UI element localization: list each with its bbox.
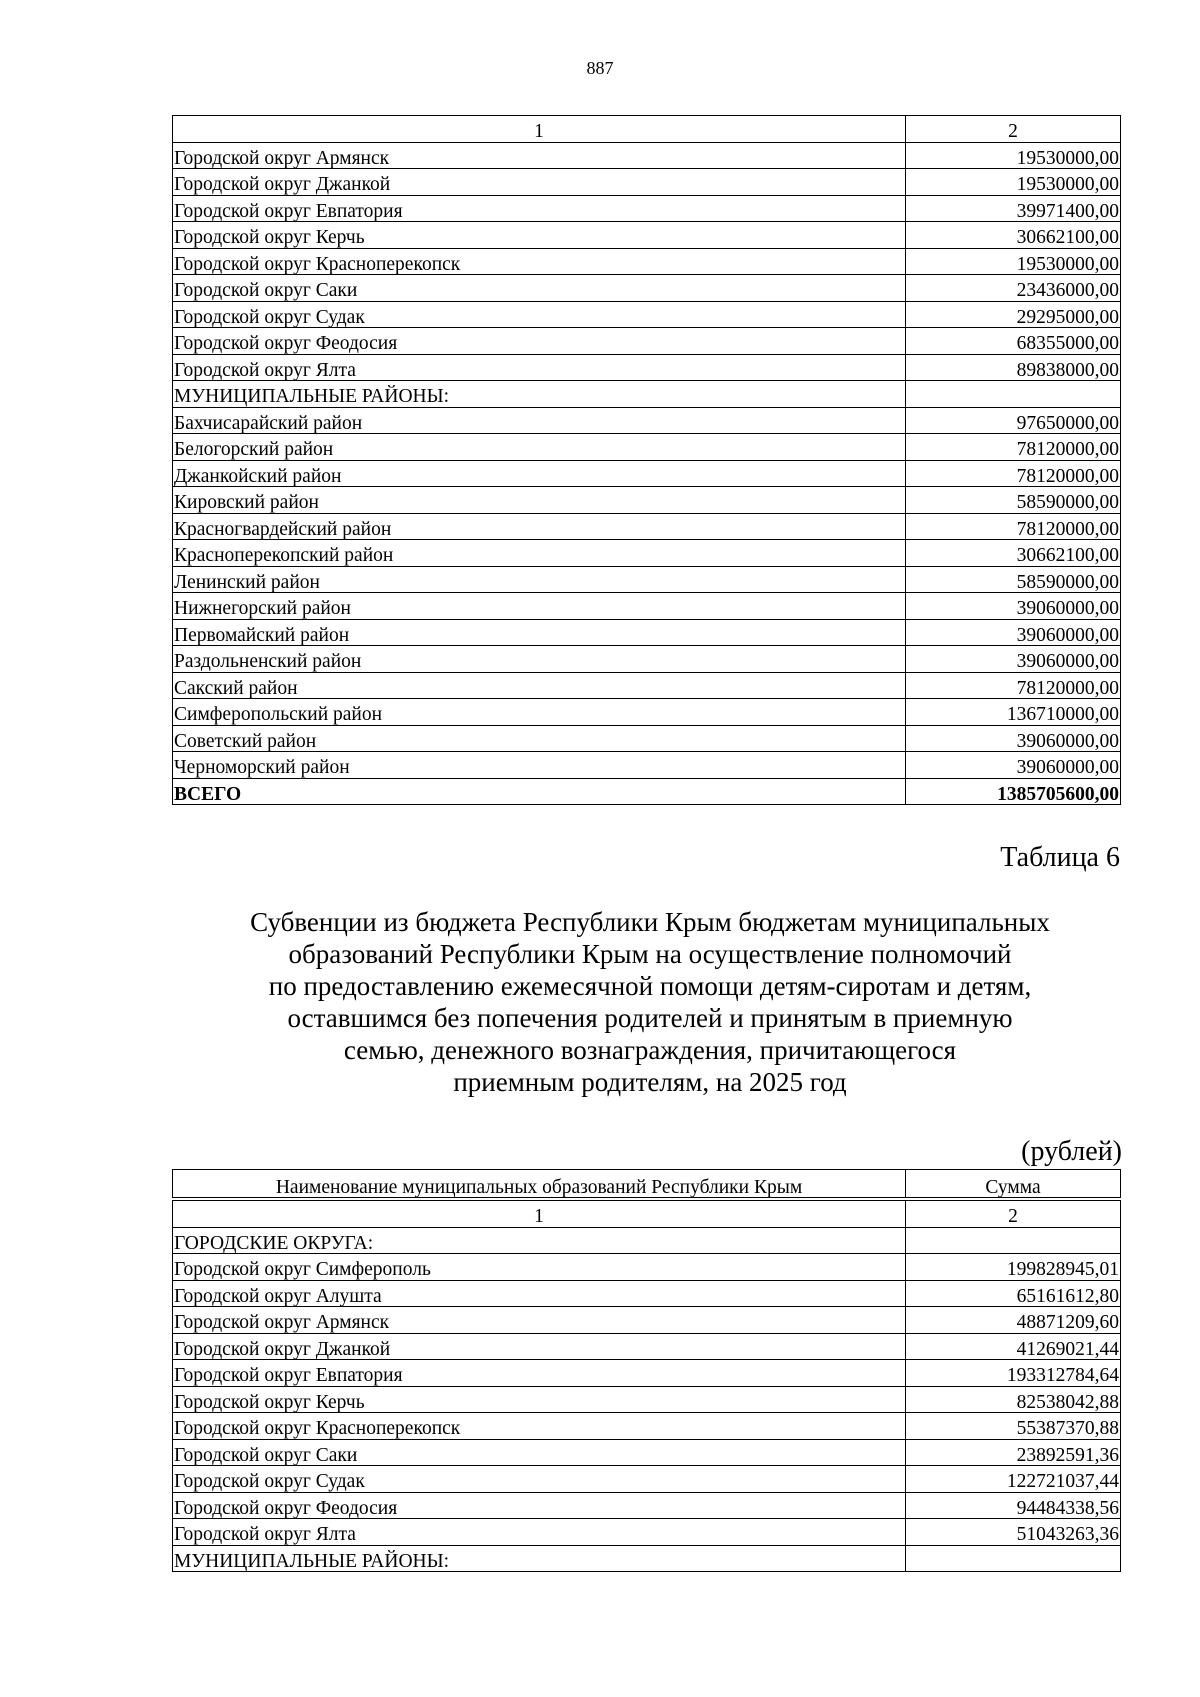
table-row	[173, 487, 1121, 514]
row-amount: 199828945,01	[906, 1254, 1121, 1281]
row-name: Городской округ Ялта	[173, 1519, 906, 1546]
row-name: Городской округ Евпатория	[173, 195, 906, 222]
row-name: Городской округ Феодосия	[173, 1492, 906, 1519]
table-row	[173, 460, 1121, 487]
row-name: Городской округ Армянск	[173, 142, 906, 169]
caption-line: семью, денежного вознаграждения, причитающегося	[343, 1035, 957, 1065]
table-row	[173, 1254, 1121, 1281]
row-amount: 78120000,00	[906, 460, 1121, 487]
row-name: Черноморский район	[173, 752, 906, 779]
table-row	[173, 513, 1121, 540]
row-amount: 19530000,00	[906, 248, 1121, 275]
row-name: Городской округ Керчь	[173, 1386, 906, 1413]
row-amount: 39060000,00	[906, 725, 1121, 752]
total-label: ВСЕГО	[173, 778, 906, 805]
row-name: Городской округ Джанкой	[173, 1333, 906, 1360]
row-amount: 136710000,00	[906, 699, 1121, 726]
table-row	[173, 195, 1121, 222]
table-row	[173, 540, 1121, 567]
row-name: МУНИЦИПАЛЬНЫЕ РАЙОНЫ:	[173, 381, 906, 408]
row-amount: 193312784,64	[906, 1360, 1121, 1387]
row-amount: 78120000,00	[906, 434, 1121, 461]
table-row	[173, 381, 1121, 408]
row-name: Ленинский район	[173, 566, 906, 593]
page-number: 887	[586, 58, 614, 78]
row-name: Городской округ Алушта	[173, 1280, 906, 1307]
row-name: Городской округ Судак	[173, 301, 906, 328]
row-amount	[906, 381, 1121, 408]
table-row	[173, 566, 1121, 593]
table-row	[173, 1227, 1121, 1254]
row-name: Советский район	[173, 725, 906, 752]
table-row	[173, 354, 1121, 381]
row-amount: 23892591,36	[906, 1439, 1121, 1466]
row-amount: 48871209,60	[906, 1307, 1121, 1334]
table-caption	[120, 906, 1180, 1098]
row-amount: 55387370,88	[906, 1413, 1121, 1440]
caption-line: приемным родителям, на 2025 год	[453, 1067, 847, 1097]
row-name: Красноперекопский район	[173, 540, 906, 567]
row-amount	[906, 1545, 1121, 1572]
row-amount: 65161612,80	[906, 1280, 1121, 1307]
row-name: Городской округ Евпатория	[173, 1360, 906, 1387]
row-amount: 78120000,00	[906, 672, 1121, 699]
row-amount: 97650000,00	[906, 407, 1121, 434]
header-amount: Сумма	[906, 1170, 1121, 1198]
row-name: Бахчисарайский район	[173, 407, 906, 434]
row-amount: 39060000,00	[906, 646, 1121, 673]
row-name: Городской округ Феодосия	[173, 328, 906, 355]
table-row	[173, 619, 1121, 646]
table-6-header	[172, 1169, 1121, 1198]
table-continued-body	[173, 116, 1121, 805]
table-row	[173, 1519, 1121, 1546]
row-amount: 19530000,00	[906, 169, 1121, 196]
row-name: Белогорский район	[173, 434, 906, 461]
total-row	[173, 778, 1121, 805]
column-number-1: 1	[173, 1201, 906, 1228]
table-row	[173, 1413, 1121, 1440]
caption-line: по предоставлению ежемесячной помощи детям-сиротам и детям,	[268, 971, 1032, 1001]
row-amount: 39060000,00	[906, 752, 1121, 779]
row-amount: 51043263,36	[906, 1519, 1121, 1546]
row-name: Сакский район	[173, 672, 906, 699]
column-number-row	[173, 116, 1121, 143]
row-name: Городской округ Красноперекопск	[173, 1413, 906, 1440]
column-number-2: 2	[906, 116, 1121, 143]
table-6	[172, 1200, 1121, 1572]
row-amount: 39060000,00	[906, 619, 1121, 646]
row-amount: 39060000,00	[906, 593, 1121, 620]
table-6-body	[173, 1201, 1121, 1572]
row-amount: 82538042,88	[906, 1386, 1121, 1413]
row-amount: 68355000,00	[906, 328, 1121, 355]
row-amount: 30662100,00	[906, 540, 1121, 567]
column-number-row	[173, 1201, 1121, 1228]
table-row	[173, 1307, 1121, 1334]
row-amount: 122721037,44	[906, 1466, 1121, 1493]
row-name: Городской округ Армянск	[173, 1307, 906, 1334]
row-name: Джанкойский район	[173, 460, 906, 487]
table-row	[173, 646, 1121, 673]
row-amount: 29295000,00	[906, 301, 1121, 328]
row-amount: 94484338,56	[906, 1492, 1121, 1519]
table-row	[173, 1439, 1121, 1466]
row-amount: 41269021,44	[906, 1333, 1121, 1360]
table-row	[173, 1386, 1121, 1413]
units-label: (рублей)	[1021, 1136, 1122, 1167]
header-row	[173, 1170, 1121, 1198]
row-name: Городской округ Саки	[173, 275, 906, 302]
table-continued	[172, 115, 1121, 805]
row-name: Первомайский район	[173, 619, 906, 646]
row-name: Городской округ Керчь	[173, 222, 906, 249]
caption-line: образований Республики Крым на осуществление полномочий	[288, 939, 1012, 969]
row-name: Красногвардейский район	[173, 513, 906, 540]
table-row	[173, 1360, 1121, 1387]
table-row	[173, 1333, 1121, 1360]
table-row	[173, 1280, 1121, 1307]
table-row	[173, 434, 1121, 461]
caption-line: оставшимся без попечения родителей и принятым в приемную	[287, 1003, 1013, 1033]
row-name: Кировский район	[173, 487, 906, 514]
table-row	[173, 593, 1121, 620]
table-row	[173, 699, 1121, 726]
row-name: ГОРОДСКИЕ ОКРУГА:	[173, 1227, 906, 1254]
table-row	[173, 1466, 1121, 1493]
table-row	[173, 1492, 1121, 1519]
row-amount: 78120000,00	[906, 513, 1121, 540]
column-number-2: 2	[906, 1201, 1121, 1228]
table-row	[173, 672, 1121, 699]
table-label: Таблица 6	[1000, 842, 1120, 873]
row-name: Городской округ Джанкой	[173, 169, 906, 196]
row-name: Нижнегорский район	[173, 593, 906, 620]
table-row	[173, 275, 1121, 302]
table-row	[173, 222, 1121, 249]
row-amount: 39971400,00	[906, 195, 1121, 222]
row-amount: 30662100,00	[906, 222, 1121, 249]
table-row	[173, 725, 1121, 752]
row-name: Раздольненский район	[173, 646, 906, 673]
row-amount: 58590000,00	[906, 566, 1121, 593]
table-row	[173, 407, 1121, 434]
table-row	[173, 142, 1121, 169]
row-amount	[906, 1227, 1121, 1254]
table-row	[173, 301, 1121, 328]
table-row	[173, 1545, 1121, 1572]
table-row	[173, 248, 1121, 275]
row-name: Городской округ Саки	[173, 1439, 906, 1466]
row-name: Симферопольский район	[173, 699, 906, 726]
row-amount: 19530000,00	[906, 142, 1121, 169]
row-amount: 89838000,00	[906, 354, 1121, 381]
header-name: Наименование муниципальных образований Республики Крым	[173, 1170, 906, 1198]
table-row	[173, 328, 1121, 355]
total-amount: 1385705600,00	[906, 778, 1121, 805]
row-name: Городской округ Красноперекопск	[173, 248, 906, 275]
row-amount: 23436000,00	[906, 275, 1121, 302]
table-row	[173, 752, 1121, 779]
row-name: МУНИЦИПАЛЬНЫЕ РАЙОНЫ:	[173, 1545, 906, 1572]
row-name: Городской округ Ялта	[173, 354, 906, 381]
row-name: Городской округ Судак	[173, 1466, 906, 1493]
table-row	[173, 169, 1121, 196]
caption-line: Субвенции из бюджета Республики Крым бюджетам муниципальных	[250, 907, 1050, 937]
row-amount: 58590000,00	[906, 487, 1121, 514]
column-number-1: 1	[173, 116, 906, 143]
row-name: Городской округ Симферополь	[173, 1254, 906, 1281]
